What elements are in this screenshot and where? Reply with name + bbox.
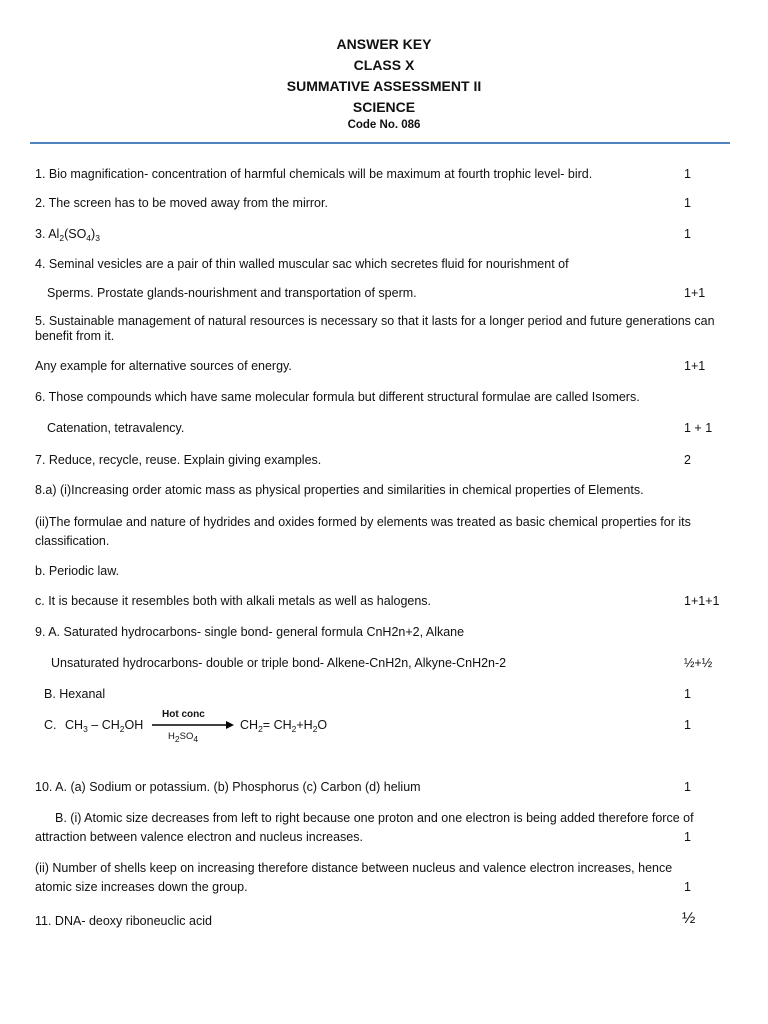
answer-4-line2: Sperms. Prostate glands-nourishment and transportation of sperm. bbox=[47, 286, 417, 300]
answer-8c: c. It is because it resembles both with alkali metals as well as halogens. bbox=[35, 594, 432, 608]
answer-2-text: 2. The screen has to be moved away from the mirror. bbox=[35, 196, 328, 210]
answer-9c-marks: 1 bbox=[684, 718, 691, 732]
answer-9a-line1: 9. A. Saturated hydrocarbons- single bond- general formula CnH2n+2, Alkane bbox=[35, 625, 465, 639]
answer-6-marks: 1 + 1 bbox=[684, 421, 713, 435]
answer-5-line1: 5. Sustainable management of natural resources is necessary so that it lasts for a longer period and future generations can benefit from it. bbox=[35, 314, 715, 343]
answer-6-line1: 6. Those compounds which have same molecular formula but different structural formulae are called Isomers. bbox=[35, 390, 640, 404]
answer-3-marks: 1 bbox=[684, 227, 691, 241]
answer-8-marks: 1+1+1 bbox=[684, 594, 720, 608]
answer-10c-line2: atomic size increases down the group. bbox=[35, 880, 248, 894]
arrow-icon bbox=[152, 720, 234, 730]
answer-9c-label: C. bbox=[44, 718, 57, 732]
answer-10b-line2: attraction between valence electron and nucleus increases. bbox=[35, 830, 363, 844]
answer-4-line1: 4. Seminal vesicles are a pair of thin walled muscular sac which secretes fluid for nourishment of bbox=[35, 257, 569, 271]
title-class: CLASS X bbox=[353, 57, 415, 73]
answer-5-marks: 1+1 bbox=[684, 359, 706, 373]
answer-6-line2: Catenation, tetravalency. bbox=[47, 421, 185, 435]
answer-7-text: 7. Reduce, recycle, reuse. Explain giving examples. bbox=[35, 453, 322, 467]
answer-11-marks: ½ bbox=[682, 910, 696, 927]
answer-5-line2: Any example for alternative sources of energy. bbox=[35, 359, 292, 373]
answer-8a-ii: (ii)The formulae and nature of hydrides and oxides formed by elements was treated as basic chemical properties for its classification. bbox=[35, 515, 691, 548]
answer-1-marks: 1 bbox=[684, 167, 691, 181]
answer-9b-marks: 1 bbox=[684, 687, 691, 701]
title-assessment: SUMMATIVE ASSESSMENT II bbox=[286, 78, 482, 94]
answer-9a-marks: ½+½ bbox=[684, 656, 713, 670]
answer-4-marks: 1+1 bbox=[684, 286, 706, 300]
header-divider bbox=[30, 142, 730, 144]
code-number: Code No. 086 bbox=[347, 119, 421, 131]
answer-10b-marks: 1 bbox=[684, 830, 691, 844]
answer-1-text: 1. Bio magnification- concentration of harmful chemicals will be maximum at fourth trophic level- bird. bbox=[35, 167, 593, 181]
answer-8a-i: 8.a) (i)Increasing order atomic mass as physical properties and similarities in chemical properties of Elements. bbox=[35, 483, 644, 497]
answer-10b-line1: B. (i) Atomic size decreases from left to right because one proton and one electron is being added therefore force of bbox=[55, 811, 694, 825]
reaction-product: $CH_2= CH_2+H_2O$ bbox=[240, 718, 328, 734]
reaction-condition-above: Hot conc bbox=[162, 709, 205, 720]
answer-10c-line1: (ii) Number of shells keep on increasing therefore distance between nucleus and valence electron increases, hence bbox=[35, 861, 673, 875]
answer-8b: b. Periodic law. bbox=[35, 564, 120, 578]
answer-9a-line2: Unsaturated hydrocarbons- double or triple bond- Alkene-CnH2n, Alkyne-CnH2n-2 bbox=[51, 656, 507, 670]
answer-11-text: 11. DNA- deoxy riboneuclic acid bbox=[35, 914, 212, 928]
reaction-arrow bbox=[152, 706, 234, 744]
reaction-condition-below: $H_2SO_4$ bbox=[168, 731, 199, 744]
answer-10c-marks: 1 bbox=[684, 880, 691, 894]
reaction-reactant: $CH_3 - CH_2OH$ bbox=[65, 718, 144, 734]
answer-2-marks: 1 bbox=[684, 196, 691, 210]
answer-10a: 10. A. (a) Sodium or potassium. (b) Phosphorus (c) Carbon (d) helium bbox=[35, 780, 421, 794]
answer-3-formula: 3. $Al_2(SO_4)_3$ bbox=[35, 227, 100, 243]
answer-9b: B. Hexanal bbox=[44, 687, 106, 701]
answer-7-marks: 2 bbox=[684, 453, 691, 467]
answer-10a-marks: 1 bbox=[684, 780, 691, 794]
title-subject: SCIENCE bbox=[352, 99, 416, 115]
title-answer-key: ANSWER KEY bbox=[336, 36, 432, 52]
